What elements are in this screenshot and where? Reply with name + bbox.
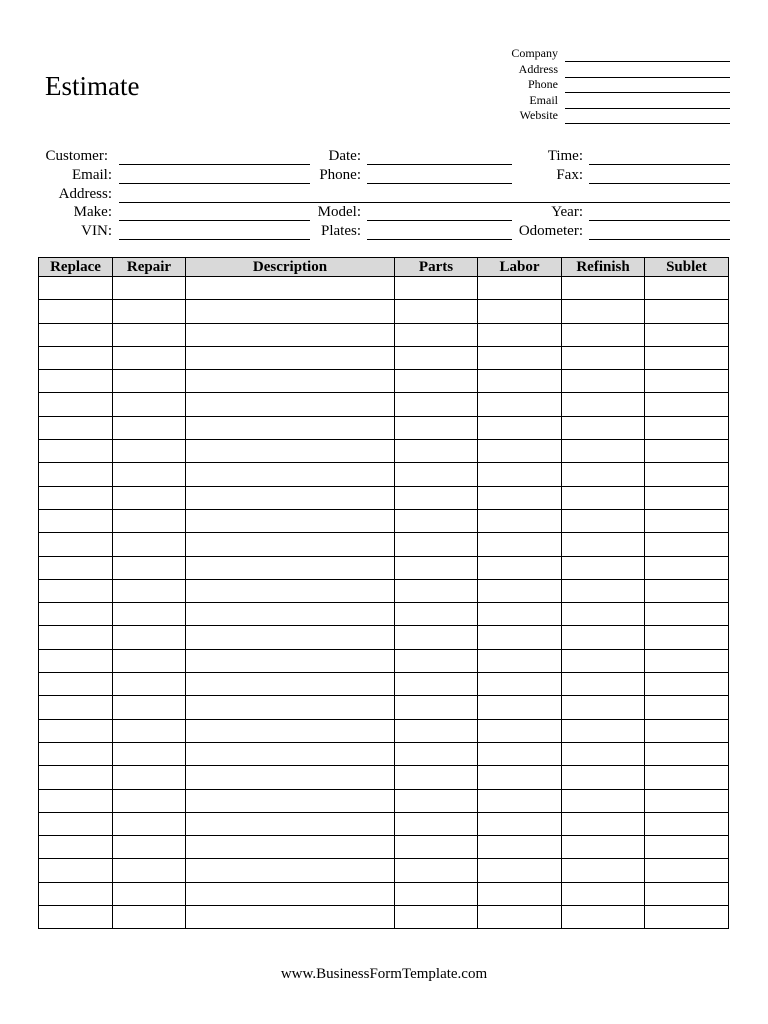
table-cell-parts[interactable] bbox=[395, 812, 478, 835]
table-cell-repair[interactable] bbox=[113, 346, 186, 369]
table-cell-refinish[interactable] bbox=[562, 742, 645, 765]
table-cell-replace[interactable] bbox=[39, 742, 113, 765]
table-row bbox=[39, 556, 729, 579]
table-cell-parts[interactable] bbox=[395, 673, 478, 696]
table-cell-parts[interactable] bbox=[395, 789, 478, 812]
table-cell-repair[interactable] bbox=[113, 533, 186, 556]
table-cell-description[interactable] bbox=[186, 533, 395, 556]
table-cell-description[interactable] bbox=[186, 789, 395, 812]
table-cell-parts[interactable] bbox=[395, 509, 478, 532]
phone-field bbox=[470, 77, 732, 93]
table-cell-labor[interactable] bbox=[478, 416, 562, 439]
table-cell-repair[interactable] bbox=[113, 579, 186, 602]
table-cell-parts[interactable] bbox=[395, 370, 478, 393]
table-cell-description[interactable] bbox=[186, 346, 395, 369]
table-cell-labor[interactable] bbox=[478, 393, 562, 416]
table-row bbox=[39, 440, 729, 463]
table-cell-labor[interactable] bbox=[478, 789, 562, 812]
table-cell-sublet[interactable] bbox=[645, 742, 729, 765]
table-row bbox=[39, 346, 729, 369]
model-input-line[interactable] bbox=[367, 220, 512, 221]
table-cell-refinish[interactable] bbox=[562, 440, 645, 463]
table-cell-sublet[interactable] bbox=[645, 882, 729, 905]
table-cell-repair[interactable] bbox=[113, 906, 186, 929]
table-row bbox=[39, 603, 729, 626]
website-field bbox=[470, 108, 732, 124]
table-cell-labor[interactable] bbox=[478, 812, 562, 835]
table-cell-labor[interactable] bbox=[478, 649, 562, 672]
vin-input-line[interactable] bbox=[119, 239, 310, 240]
table-cell-repair[interactable] bbox=[113, 393, 186, 416]
table-row bbox=[39, 323, 729, 346]
table-cell-replace[interactable] bbox=[39, 370, 113, 393]
table-cell-repair[interactable] bbox=[113, 719, 186, 742]
column-header-labor: Labor bbox=[478, 258, 562, 277]
table-cell-description[interactable] bbox=[186, 277, 395, 300]
table-cell-parts[interactable] bbox=[395, 416, 478, 439]
table-row bbox=[39, 742, 729, 765]
table-cell-repair[interactable] bbox=[113, 696, 186, 719]
table-row bbox=[39, 277, 729, 300]
table-cell-repair[interactable] bbox=[113, 882, 186, 905]
company-field bbox=[470, 46, 732, 62]
table-cell-refinish[interactable] bbox=[562, 906, 645, 929]
table-row bbox=[39, 370, 729, 393]
table-cell-replace[interactable] bbox=[39, 533, 113, 556]
info-row-address bbox=[0, 186, 768, 204]
table-cell-description[interactable] bbox=[186, 509, 395, 532]
table-cell-refinish[interactable] bbox=[562, 812, 645, 835]
table-cell-sublet[interactable] bbox=[645, 626, 729, 649]
customer-phone-label: Phone: bbox=[319, 167, 361, 183]
company-label: Company bbox=[511, 46, 558, 60]
table-cell-replace[interactable] bbox=[39, 323, 113, 346]
table-cell-replace[interactable] bbox=[39, 603, 113, 626]
table-row bbox=[39, 859, 729, 882]
table-cell-replace[interactable] bbox=[39, 649, 113, 672]
table-cell-labor[interactable] bbox=[478, 277, 562, 300]
table-cell-repair[interactable] bbox=[113, 836, 186, 859]
table-cell-refinish[interactable] bbox=[562, 323, 645, 346]
table-cell-labor[interactable] bbox=[478, 742, 562, 765]
table-cell-labor[interactable] bbox=[478, 906, 562, 929]
table-cell-sublet[interactable] bbox=[645, 416, 729, 439]
table-cell-labor[interactable] bbox=[478, 603, 562, 626]
table-cell-description[interactable] bbox=[186, 626, 395, 649]
table-cell-sublet[interactable] bbox=[645, 370, 729, 393]
table-row bbox=[39, 300, 729, 323]
table-cell-sublet[interactable] bbox=[645, 789, 729, 812]
year-input-line[interactable] bbox=[589, 220, 730, 221]
table-cell-repair[interactable] bbox=[113, 859, 186, 882]
website-input-line[interactable] bbox=[565, 123, 730, 124]
table-cell-sublet[interactable] bbox=[645, 300, 729, 323]
table-cell-labor[interactable] bbox=[478, 766, 562, 789]
table-cell-labor[interactable] bbox=[478, 463, 562, 486]
table-cell-sublet[interactable] bbox=[645, 649, 729, 672]
plates-label: Plates: bbox=[321, 223, 361, 239]
table-cell-replace[interactable] bbox=[39, 906, 113, 929]
table-cell-description[interactable] bbox=[186, 673, 395, 696]
table-cell-replace[interactable] bbox=[39, 440, 113, 463]
table-cell-refinish[interactable] bbox=[562, 416, 645, 439]
odometer-label: Odometer: bbox=[518, 223, 583, 239]
table-row bbox=[39, 789, 729, 812]
table-cell-refinish[interactable] bbox=[562, 533, 645, 556]
table-row bbox=[39, 882, 729, 905]
table-cell-replace[interactable] bbox=[39, 509, 113, 532]
table-cell-repair[interactable] bbox=[113, 766, 186, 789]
table-cell-parts[interactable] bbox=[395, 556, 478, 579]
table-cell-description[interactable] bbox=[186, 719, 395, 742]
column-header-sublet: Sublet bbox=[645, 258, 729, 277]
table-cell-description[interactable] bbox=[186, 440, 395, 463]
table-cell-labor[interactable] bbox=[478, 300, 562, 323]
table-cell-sublet[interactable] bbox=[645, 673, 729, 696]
table-cell-repair[interactable] bbox=[113, 649, 186, 672]
email-label: Email bbox=[529, 92, 558, 107]
table-cell-sublet[interactable] bbox=[645, 509, 729, 532]
table-cell-description[interactable] bbox=[186, 742, 395, 765]
customer-email-label: Email: bbox=[72, 167, 112, 183]
table-cell-repair[interactable] bbox=[113, 416, 186, 439]
plates-input-line[interactable] bbox=[367, 239, 512, 240]
table-cell-sublet[interactable] bbox=[645, 393, 729, 416]
table-cell-parts[interactable] bbox=[395, 649, 478, 672]
table-cell-description[interactable] bbox=[186, 463, 395, 486]
table-row bbox=[39, 579, 729, 602]
table-cell-repair[interactable] bbox=[113, 300, 186, 323]
table-row bbox=[39, 766, 729, 789]
table-cell-labor[interactable] bbox=[478, 346, 562, 369]
table-cell-labor[interactable] bbox=[478, 509, 562, 532]
vin-label: VIN: bbox=[81, 223, 112, 239]
table-cell-replace[interactable] bbox=[39, 626, 113, 649]
date-input-line[interactable] bbox=[367, 164, 512, 165]
table-row bbox=[39, 626, 729, 649]
table-cell-description[interactable] bbox=[186, 556, 395, 579]
table-row bbox=[39, 836, 729, 859]
table-row bbox=[39, 812, 729, 835]
table-cell-labor[interactable] bbox=[478, 440, 562, 463]
table-cell-repair[interactable] bbox=[113, 742, 186, 765]
table-cell-refinish[interactable] bbox=[562, 486, 645, 509]
table-cell-repair[interactable] bbox=[113, 789, 186, 812]
document-title: Estimate bbox=[45, 71, 140, 101]
table-cell-sublet[interactable] bbox=[645, 766, 729, 789]
address-field bbox=[470, 62, 732, 78]
table-cell-parts[interactable] bbox=[395, 486, 478, 509]
table-cell-replace[interactable] bbox=[39, 463, 113, 486]
table-cell-sublet[interactable] bbox=[645, 579, 729, 602]
table-cell-replace[interactable] bbox=[39, 789, 113, 812]
table-cell-parts[interactable] bbox=[395, 440, 478, 463]
table-cell-sublet[interactable] bbox=[645, 277, 729, 300]
table-cell-parts[interactable] bbox=[395, 277, 478, 300]
table-cell-refinish[interactable] bbox=[562, 673, 645, 696]
table-cell-replace[interactable] bbox=[39, 673, 113, 696]
table-cell-refinish[interactable] bbox=[562, 882, 645, 905]
table-cell-replace[interactable] bbox=[39, 836, 113, 859]
table-cell-refinish[interactable] bbox=[562, 509, 645, 532]
column-header-replace: Replace bbox=[39, 258, 113, 277]
customer-input-line[interactable] bbox=[119, 164, 310, 165]
fax-label: Fax: bbox=[556, 167, 583, 183]
table-cell-replace[interactable] bbox=[39, 556, 113, 579]
table-cell-repair[interactable] bbox=[113, 603, 186, 626]
customer-phone-input-line[interactable] bbox=[367, 183, 512, 184]
table-cell-labor[interactable] bbox=[478, 486, 562, 509]
table-cell-refinish[interactable] bbox=[562, 393, 645, 416]
table-cell-refinish[interactable] bbox=[562, 556, 645, 579]
table-cell-parts[interactable] bbox=[395, 906, 478, 929]
table-row bbox=[39, 533, 729, 556]
table-cell-repair[interactable] bbox=[113, 509, 186, 532]
time-label: Time: bbox=[547, 148, 583, 164]
table-cell-refinish[interactable] bbox=[562, 370, 645, 393]
email-field bbox=[470, 93, 732, 109]
table-row bbox=[39, 906, 729, 929]
table-cell-labor[interactable] bbox=[478, 859, 562, 882]
table-cell-repair[interactable] bbox=[113, 556, 186, 579]
table-cell-description[interactable] bbox=[186, 649, 395, 672]
table-cell-repair[interactable] bbox=[113, 370, 186, 393]
table-cell-labor[interactable] bbox=[478, 370, 562, 393]
table-cell-labor[interactable] bbox=[478, 579, 562, 602]
table-cell-sublet[interactable] bbox=[645, 463, 729, 486]
table-cell-parts[interactable] bbox=[395, 836, 478, 859]
table-header-row bbox=[39, 258, 729, 277]
table-cell-replace[interactable] bbox=[39, 277, 113, 300]
table-cell-refinish[interactable] bbox=[562, 789, 645, 812]
table-cell-sublet[interactable] bbox=[645, 603, 729, 626]
table-cell-labor[interactable] bbox=[478, 556, 562, 579]
table-cell-refinish[interactable] bbox=[562, 346, 645, 369]
table-cell-refinish[interactable] bbox=[562, 719, 645, 742]
table-cell-replace[interactable] bbox=[39, 696, 113, 719]
table-cell-sublet[interactable] bbox=[645, 486, 729, 509]
table-cell-replace[interactable] bbox=[39, 393, 113, 416]
website-label: Website bbox=[519, 108, 558, 122]
table-cell-repair[interactable] bbox=[113, 323, 186, 346]
footer-url: www.BusinessFormTemplate.com bbox=[280, 966, 488, 982]
table-row bbox=[39, 416, 729, 439]
table-cell-sublet[interactable] bbox=[645, 906, 729, 929]
table-cell-sublet[interactable] bbox=[645, 812, 729, 835]
table-row bbox=[39, 486, 729, 509]
table-cell-replace[interactable] bbox=[39, 766, 113, 789]
estimate-table bbox=[38, 257, 729, 929]
table-cell-labor[interactable] bbox=[478, 836, 562, 859]
table-cell-repair[interactable] bbox=[113, 463, 186, 486]
fax-input-line[interactable] bbox=[589, 183, 730, 184]
table-cell-sublet[interactable] bbox=[645, 696, 729, 719]
table-cell-description[interactable] bbox=[186, 603, 395, 626]
table-cell-replace[interactable] bbox=[39, 346, 113, 369]
table-cell-labor[interactable] bbox=[478, 533, 562, 556]
table-cell-description[interactable] bbox=[186, 323, 395, 346]
time-input-line[interactable] bbox=[589, 164, 730, 165]
table-cell-sublet[interactable] bbox=[645, 533, 729, 556]
company-info-block bbox=[470, 46, 732, 124]
table-cell-labor[interactable] bbox=[478, 696, 562, 719]
table-cell-refinish[interactable] bbox=[562, 696, 645, 719]
customer-label: Customer: bbox=[45, 148, 108, 164]
table-row bbox=[39, 509, 729, 532]
table-cell-sublet[interactable] bbox=[645, 836, 729, 859]
table-row bbox=[39, 673, 729, 696]
table-cell-parts[interactable] bbox=[395, 300, 478, 323]
table-cell-repair[interactable] bbox=[113, 486, 186, 509]
table-cell-repair[interactable] bbox=[113, 812, 186, 835]
table-cell-parts[interactable] bbox=[395, 882, 478, 905]
table-cell-refinish[interactable] bbox=[562, 579, 645, 602]
column-header-parts: Parts bbox=[395, 258, 478, 277]
address-label: Address bbox=[518, 61, 558, 76]
year-label: Year: bbox=[551, 204, 583, 220]
customer-address-label: Address: bbox=[58, 186, 112, 202]
table-cell-sublet[interactable] bbox=[645, 346, 729, 369]
table-cell-repair[interactable] bbox=[113, 673, 186, 696]
table-cell-parts[interactable] bbox=[395, 393, 478, 416]
table-cell-parts[interactable] bbox=[395, 696, 478, 719]
table-cell-labor[interactable] bbox=[478, 626, 562, 649]
table-cell-refinish[interactable] bbox=[562, 277, 645, 300]
table-cell-description[interactable] bbox=[186, 906, 395, 929]
column-header-description: Description bbox=[186, 258, 395, 277]
table-cell-repair[interactable] bbox=[113, 626, 186, 649]
table-cell-replace[interactable] bbox=[39, 579, 113, 602]
table-body bbox=[39, 277, 729, 929]
table-cell-refinish[interactable] bbox=[562, 649, 645, 672]
table-cell-description[interactable] bbox=[186, 393, 395, 416]
info-row-make bbox=[0, 204, 768, 222]
make-label: Make: bbox=[73, 204, 112, 220]
table-cell-parts[interactable] bbox=[395, 766, 478, 789]
table-cell-parts[interactable] bbox=[395, 323, 478, 346]
table-cell-sublet[interactable] bbox=[645, 556, 729, 579]
column-header-refinish: Refinish bbox=[562, 258, 645, 277]
table-cell-parts[interactable] bbox=[395, 579, 478, 602]
table-cell-replace[interactable] bbox=[39, 812, 113, 835]
info-row-customer bbox=[0, 148, 768, 166]
table-cell-labor[interactable] bbox=[478, 719, 562, 742]
table-cell-description[interactable] bbox=[186, 859, 395, 882]
table-cell-refinish[interactable] bbox=[562, 463, 645, 486]
table-cell-description[interactable] bbox=[186, 416, 395, 439]
table-cell-description[interactable] bbox=[186, 486, 395, 509]
table-cell-parts[interactable] bbox=[395, 603, 478, 626]
table-cell-refinish[interactable] bbox=[562, 626, 645, 649]
table-cell-replace[interactable] bbox=[39, 300, 113, 323]
table-cell-description[interactable] bbox=[186, 579, 395, 602]
table-row bbox=[39, 696, 729, 719]
table-cell-parts[interactable] bbox=[395, 719, 478, 742]
customer-address-input-line[interactable] bbox=[119, 202, 730, 203]
info-row-email bbox=[0, 167, 768, 185]
table-cell-refinish[interactable] bbox=[562, 603, 645, 626]
table-cell-replace[interactable] bbox=[39, 719, 113, 742]
column-header-repair: Repair bbox=[113, 258, 186, 277]
table-cell-parts[interactable] bbox=[395, 463, 478, 486]
table-cell-replace[interactable] bbox=[39, 859, 113, 882]
table-row bbox=[39, 393, 729, 416]
table-cell-description[interactable] bbox=[186, 696, 395, 719]
info-row-vin bbox=[0, 223, 768, 241]
table-cell-description[interactable] bbox=[186, 882, 395, 905]
table-cell-parts[interactable] bbox=[395, 742, 478, 765]
table-cell-parts[interactable] bbox=[395, 626, 478, 649]
table-cell-description[interactable] bbox=[186, 300, 395, 323]
table-cell-parts[interactable] bbox=[395, 346, 478, 369]
table-cell-refinish[interactable] bbox=[562, 859, 645, 882]
table-row bbox=[39, 463, 729, 486]
table-cell-labor[interactable] bbox=[478, 673, 562, 696]
table-cell-description[interactable] bbox=[186, 812, 395, 835]
table-cell-refinish[interactable] bbox=[562, 766, 645, 789]
table-row bbox=[39, 649, 729, 672]
table-cell-parts[interactable] bbox=[395, 533, 478, 556]
table-cell-refinish[interactable] bbox=[562, 300, 645, 323]
table-cell-repair[interactable] bbox=[113, 440, 186, 463]
table-cell-sublet[interactable] bbox=[645, 440, 729, 463]
table-cell-sublet[interactable] bbox=[645, 323, 729, 346]
table-cell-repair[interactable] bbox=[113, 277, 186, 300]
table-cell-refinish[interactable] bbox=[562, 836, 645, 859]
table-cell-description[interactable] bbox=[186, 766, 395, 789]
table-cell-sublet[interactable] bbox=[645, 719, 729, 742]
table-cell-sublet[interactable] bbox=[645, 859, 729, 882]
table-cell-replace[interactable] bbox=[39, 416, 113, 439]
date-label: Date: bbox=[328, 148, 361, 164]
table-cell-description[interactable] bbox=[186, 836, 395, 859]
odometer-input-line[interactable] bbox=[589, 239, 730, 240]
table-row bbox=[39, 719, 729, 742]
make-input-line[interactable] bbox=[119, 220, 310, 221]
table-cell-description[interactable] bbox=[186, 370, 395, 393]
table-cell-replace[interactable] bbox=[39, 882, 113, 905]
model-label: Model: bbox=[317, 204, 361, 220]
table-cell-replace[interactable] bbox=[39, 486, 113, 509]
phone-label: Phone bbox=[528, 77, 558, 91]
table-cell-labor[interactable] bbox=[478, 882, 562, 905]
table-cell-labor[interactable] bbox=[478, 323, 562, 346]
table-cell-parts[interactable] bbox=[395, 859, 478, 882]
customer-email-input-line[interactable] bbox=[119, 183, 310, 184]
